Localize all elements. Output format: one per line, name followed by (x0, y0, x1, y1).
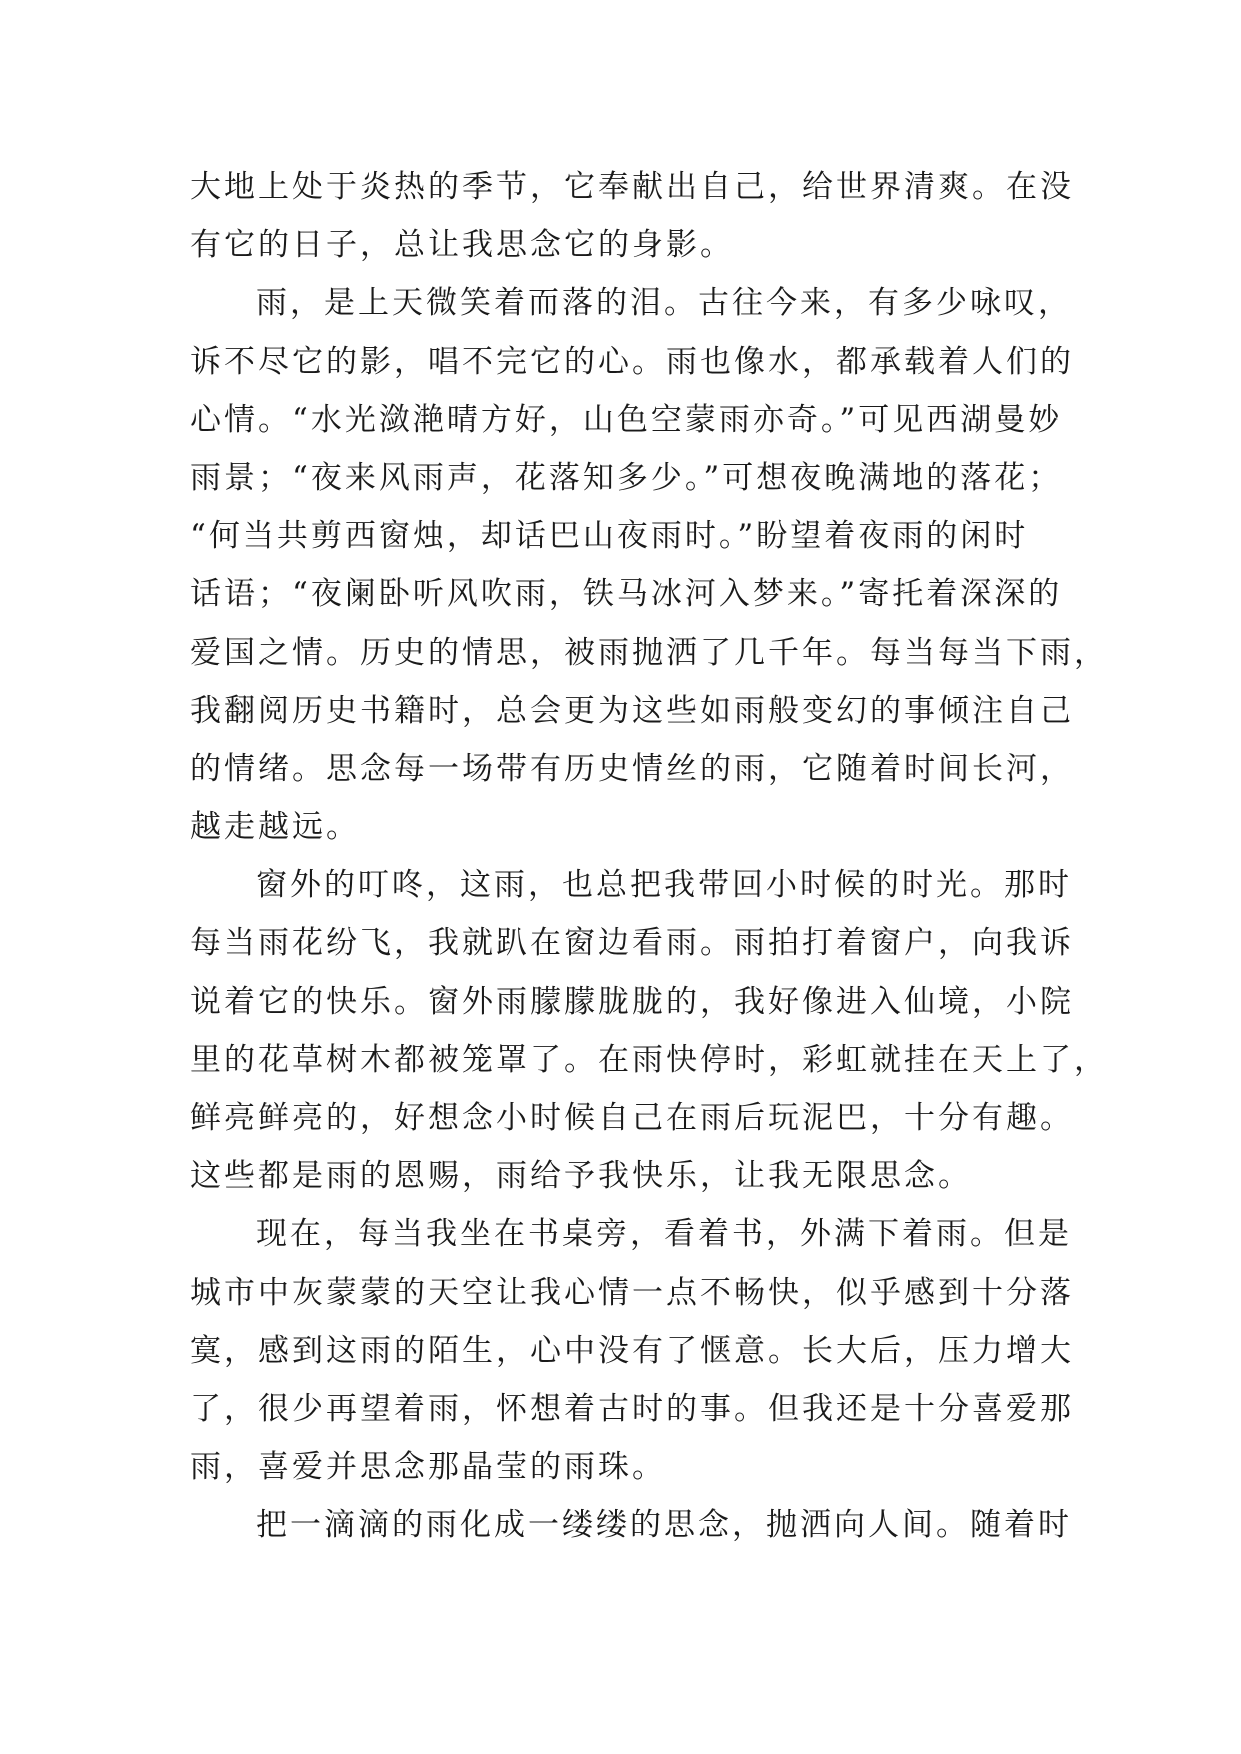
text-line: 雨景；“夜来风雨声，花落知多少。”可想夜晚满地的落花； (190, 459, 1063, 496)
text-line: 爱国之情。历史的情思，被雨抛洒了几千年。每当每当下雨， (190, 634, 1108, 671)
text-line: 里的花草树木都被笼罩了。在雨快停时，彩虹就挂在天上了， (190, 1041, 1108, 1078)
text-line: 这些都是雨的恩赐，雨给予我快乐，让我无限思念。 (190, 1158, 972, 1195)
text-line: 有它的日子，总让我思念它的身影。 (190, 227, 734, 264)
paragraph-3 (190, 856, 1108, 1205)
text-line: 雨，是上天微笑着而落的泪。古往今来，有多少咏叹， (256, 285, 1072, 322)
text-line: 的情绪。思念每一场带有历史情丝的雨，它随着时间长河， (190, 750, 1074, 787)
text-line: 大地上处于炎热的季节，它奉献出自己，给世界清爽。在没 (190, 169, 1074, 205)
text-line: 说着它的快乐。窗外雨朦朦胧胧的，我好像进入仙境，小院 (190, 983, 1074, 1020)
body-text (190, 158, 1108, 1555)
text-line: 寞，感到这雨的陌生，心中没有了惬意。长大后，压力增大 (190, 1332, 1074, 1369)
text-line: 诉不尽它的影，唱不完它的心。雨也像水，都承载着人们的 (190, 343, 1074, 380)
paragraph-4 (190, 1205, 1090, 1496)
text-line: 把一滴滴的雨化成一缕缕的思念，抛洒向人间。随着时 (256, 1507, 1072, 1544)
paragraph-5 (190, 1496, 1090, 1554)
text-line: 心情。“水光潋滟晴方好，山色空蒙雨亦奇。”可见西湖曼妙 (190, 401, 1063, 438)
text-line: 鲜亮鲜亮的，好想念小时候自己在雨后玩泥巴，十分有趣。 (190, 1100, 1074, 1136)
text-line: 了，很少再望着雨，怀想着古时的事。但我还是十分喜爱那 (190, 1390, 1074, 1427)
text-line: “何当共剪西窗烛，却话巴山夜雨时。”盼望着夜雨的闲时 (190, 518, 1029, 555)
text-line: 每当雨花纷飞，我就趴在窗边看雨。雨拍打着窗户，向我诉 (190, 925, 1074, 962)
text-line: 现在，每当我坐在书桌旁，看着书，外满下着雨。但是 (256, 1216, 1072, 1253)
text-line: 雨，喜爱并思念那晶莹的雨珠。 (190, 1449, 666, 1486)
paragraph-1 (190, 158, 1090, 274)
paragraph-2 (190, 274, 1108, 856)
text-line: 越走越远。 (190, 809, 360, 846)
text-line: 我翻阅历史书籍时，总会更为这些如雨般变幻的事倾注自己 (190, 692, 1074, 729)
text-line: 话语；“夜阑卧听风吹雨，铁马冰河入梦来。”寄托着深深的 (190, 576, 1063, 613)
text-line: 城市中灰蒙蒙的天空让我心情一点不畅快，似乎感到十分落 (190, 1274, 1074, 1311)
text-line: 窗外的叮咚，这雨，也总把我带回小时候的时光。那时 (256, 867, 1072, 904)
